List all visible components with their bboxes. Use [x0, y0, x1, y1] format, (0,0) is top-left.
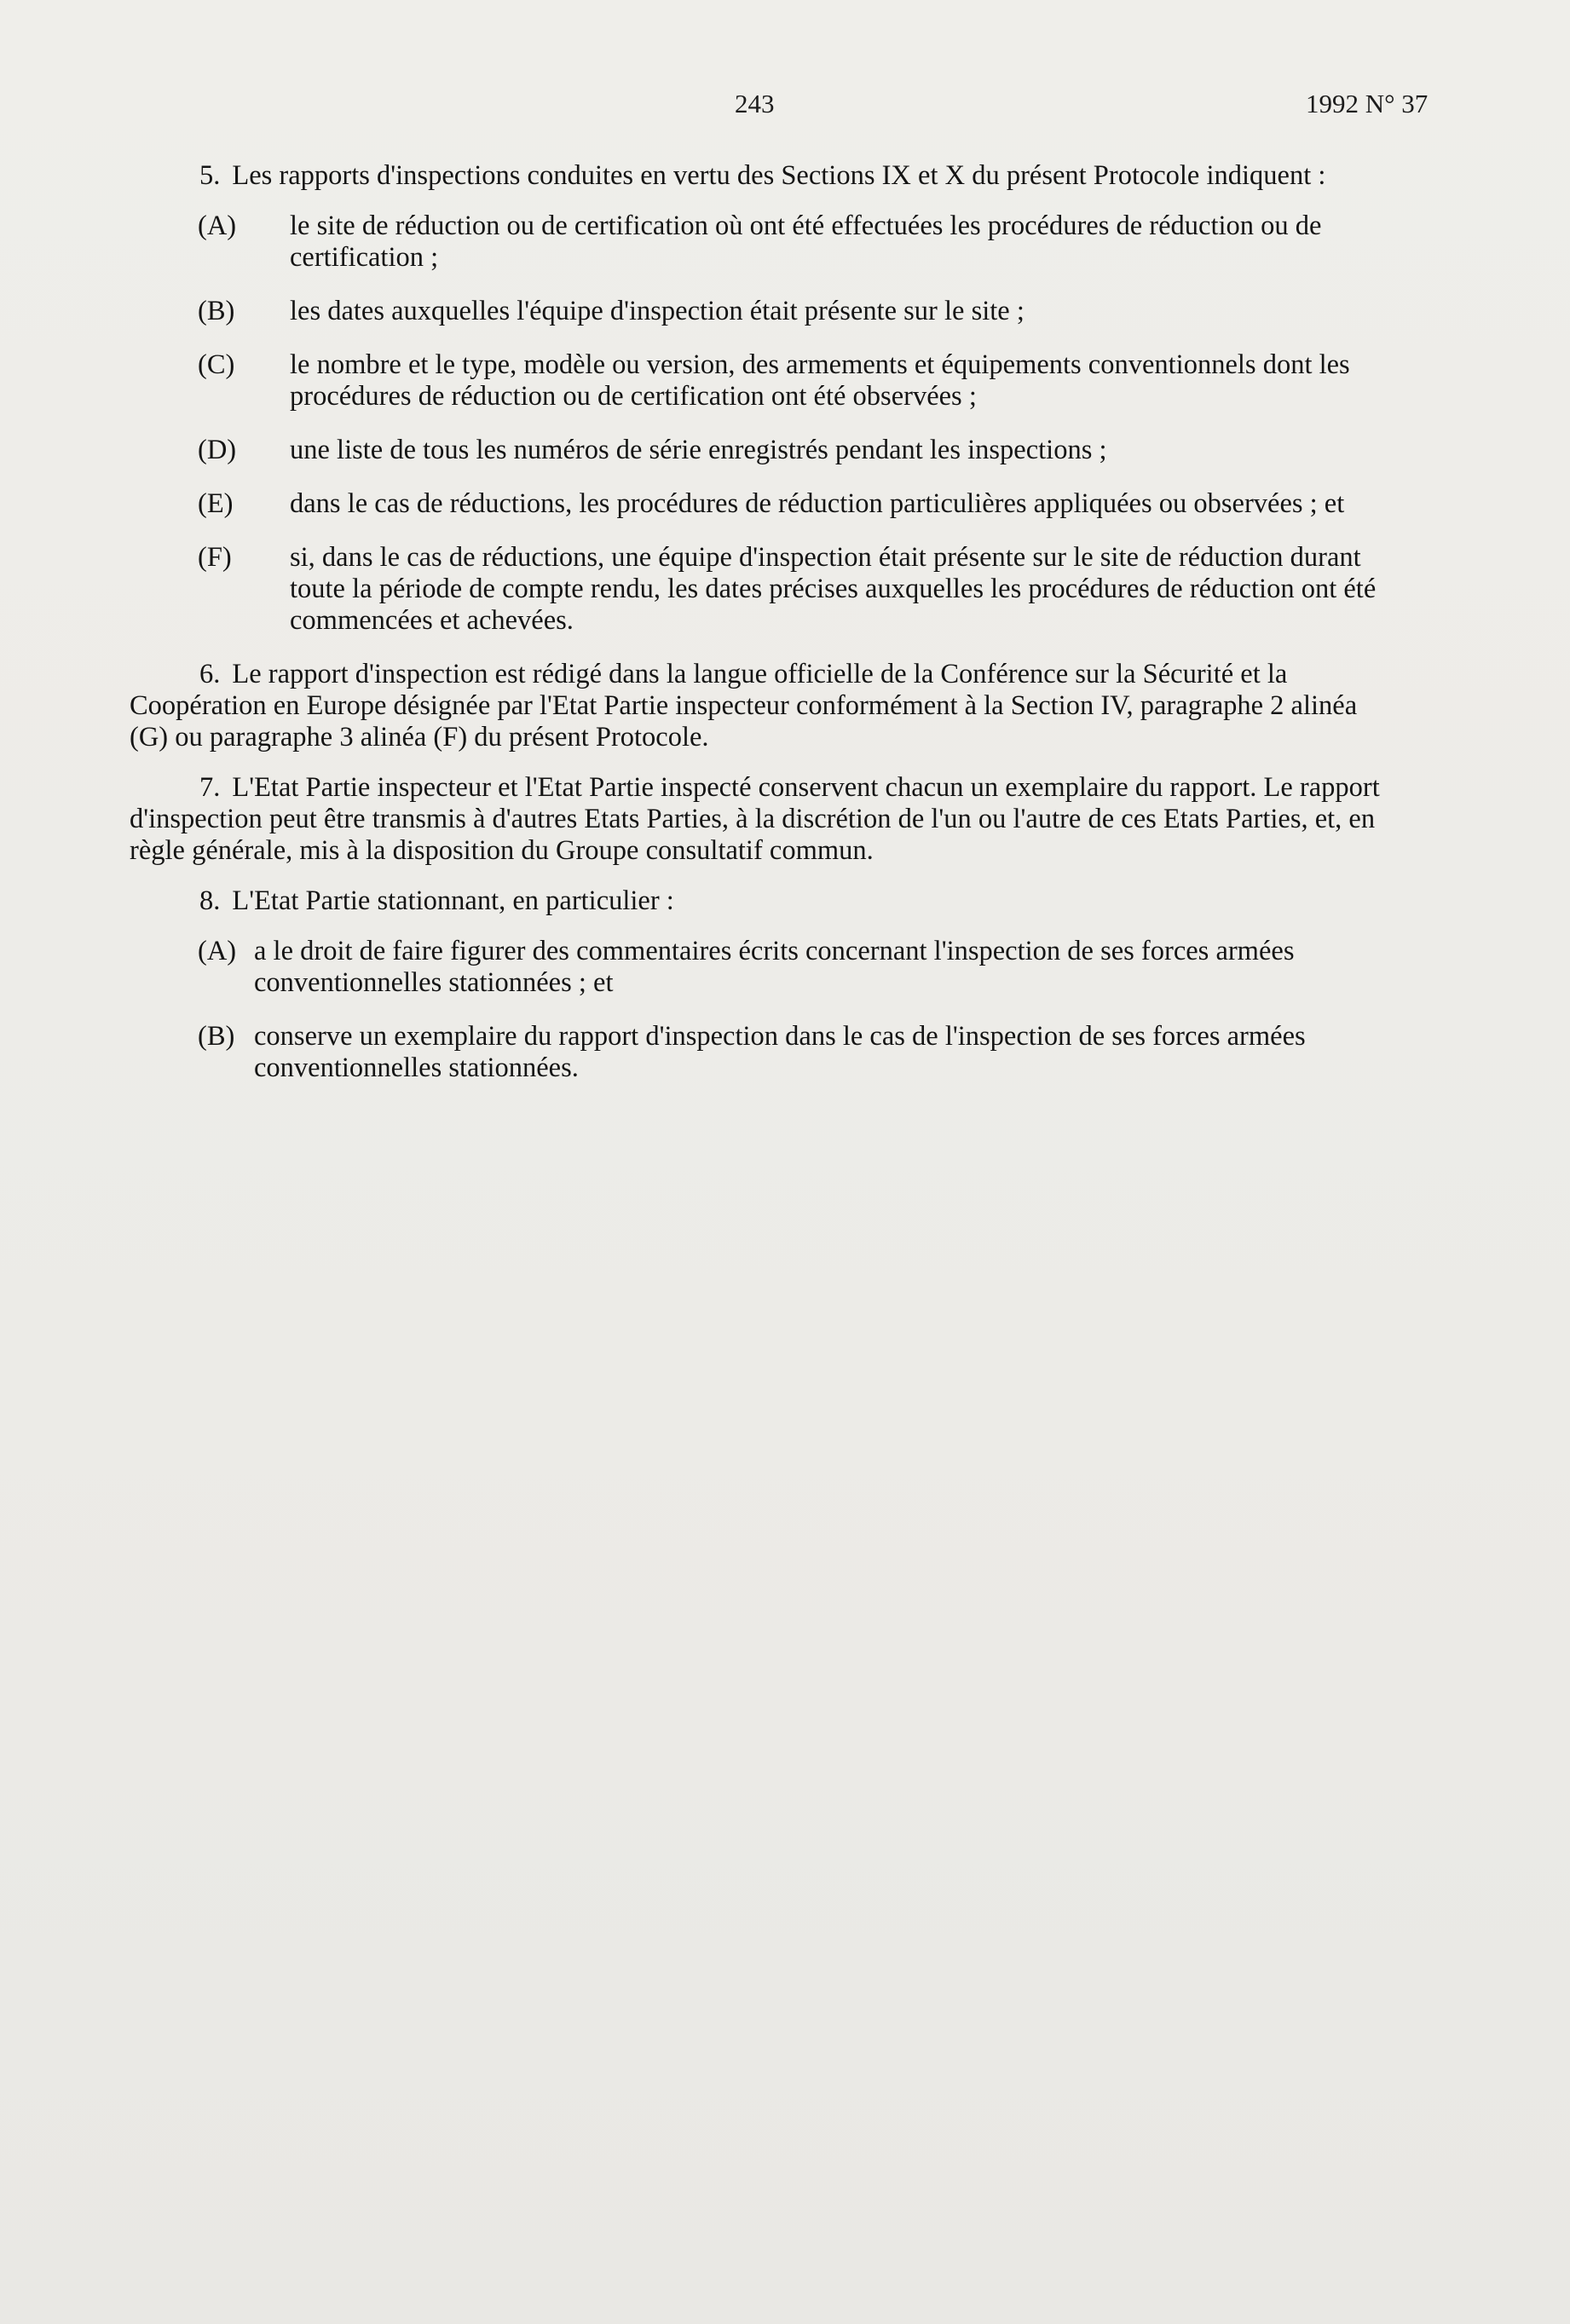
list-item-text: une liste de tous les numéros de série enregistrés pendant les inspections ;: [290, 435, 1107, 465]
paragraph-5: [130, 160, 1384, 192]
list-item-text: conserve un exemplaire du rapport d'inspection dans le cas de l'inspection de ses forces armées conventionnelles stationnées.: [254, 1021, 1306, 1083]
list-item-label: (D): [198, 435, 237, 465]
list-item: [130, 1021, 1384, 1084]
list-item-label: (B): [198, 296, 235, 326]
list-item-label: (A): [198, 936, 237, 966]
paragraph-8-list: [130, 936, 1384, 1084]
list-item-text: les dates auxquelles l'équipe d'inspection était présente sur le site ;: [290, 296, 1025, 326]
list-item-label: (F): [198, 542, 232, 573]
document-reference: 1992 N° 37: [1306, 89, 1429, 118]
paragraph-number: 6.: [199, 659, 221, 689]
list-item-label: (A): [198, 210, 237, 241]
page-number: 243: [735, 89, 775, 118]
list-item: [130, 488, 1384, 520]
paragraph-text: Le rapport d'inspection est rédigé dans la langue officielle de la Conférence sur la Sécurité et la Coopération en Europe désignée par l'Etat Partie inspecteur conformément à la Section IV, paragraphe 2 alinéa (G) ou paragraphe 3 alinéa (F) du présent Protocole.: [130, 659, 1358, 753]
paragraph-6: [130, 659, 1384, 753]
paragraph-number: 7.: [199, 772, 221, 803]
list-item-label: (C): [198, 349, 235, 380]
list-item: [130, 542, 1384, 637]
document-body: [130, 160, 1384, 1106]
list-item-text: le site de réduction ou de certification où ont été effectuées les procédures de réduction ou de certification ;: [290, 210, 1322, 273]
paragraph-8: [130, 885, 1384, 917]
list-item-label: (E): [198, 488, 234, 519]
page-header: [0, 89, 1570, 123]
paragraph-text: L'Etat Partie inspecteur et l'Etat Partie inspecté conservent chacun un exemplaire du rapport. Le rapport d'inspection peut être transmis à d'autres Etats Parties, à la discrétion de l'un ou l'autre de ces Etats Parties, et, en règle générale, mis à la disposition du Groupe consultatif commun.: [130, 772, 1380, 866]
paragraph-7: [130, 772, 1384, 867]
list-item: [130, 296, 1384, 327]
list-item-label: (B): [198, 1021, 235, 1052]
paragraph-number: 5.: [199, 160, 221, 191]
paragraph-text: Les rapports d'inspections conduites en vertu des Sections IX et X du présent Protocole indiquent :: [232, 160, 1326, 191]
list-item-text: le nombre et le type, modèle ou version, des armements et équipements conventionnels dont les procédures de réduction ou de certification ont été observées ;: [290, 349, 1350, 412]
list-item: [130, 349, 1384, 412]
list-item: [130, 936, 1384, 999]
list-item-text: a le droit de faire figurer des commentaires écrits concernant l'inspection de ses forces armées conventionnelles stationnées ; et: [254, 936, 1295, 998]
list-item-text: si, dans le cas de réductions, une équipe d'inspection était présente sur le site de réduction durant toute la période de compte rendu, les dates précises auxquelles les procédures de réduction ont été commencées et achevées.: [290, 542, 1377, 636]
list-item: [130, 435, 1384, 466]
paragraph-text: L'Etat Partie stationnant, en particulier :: [232, 885, 674, 916]
list-item-text: dans le cas de réductions, les procédures de réduction particulières appliquées ou observées ; et: [290, 488, 1345, 519]
paragraph-5-list: [130, 210, 1384, 637]
list-item: [130, 210, 1384, 274]
paragraph-number: 8.: [199, 885, 221, 916]
